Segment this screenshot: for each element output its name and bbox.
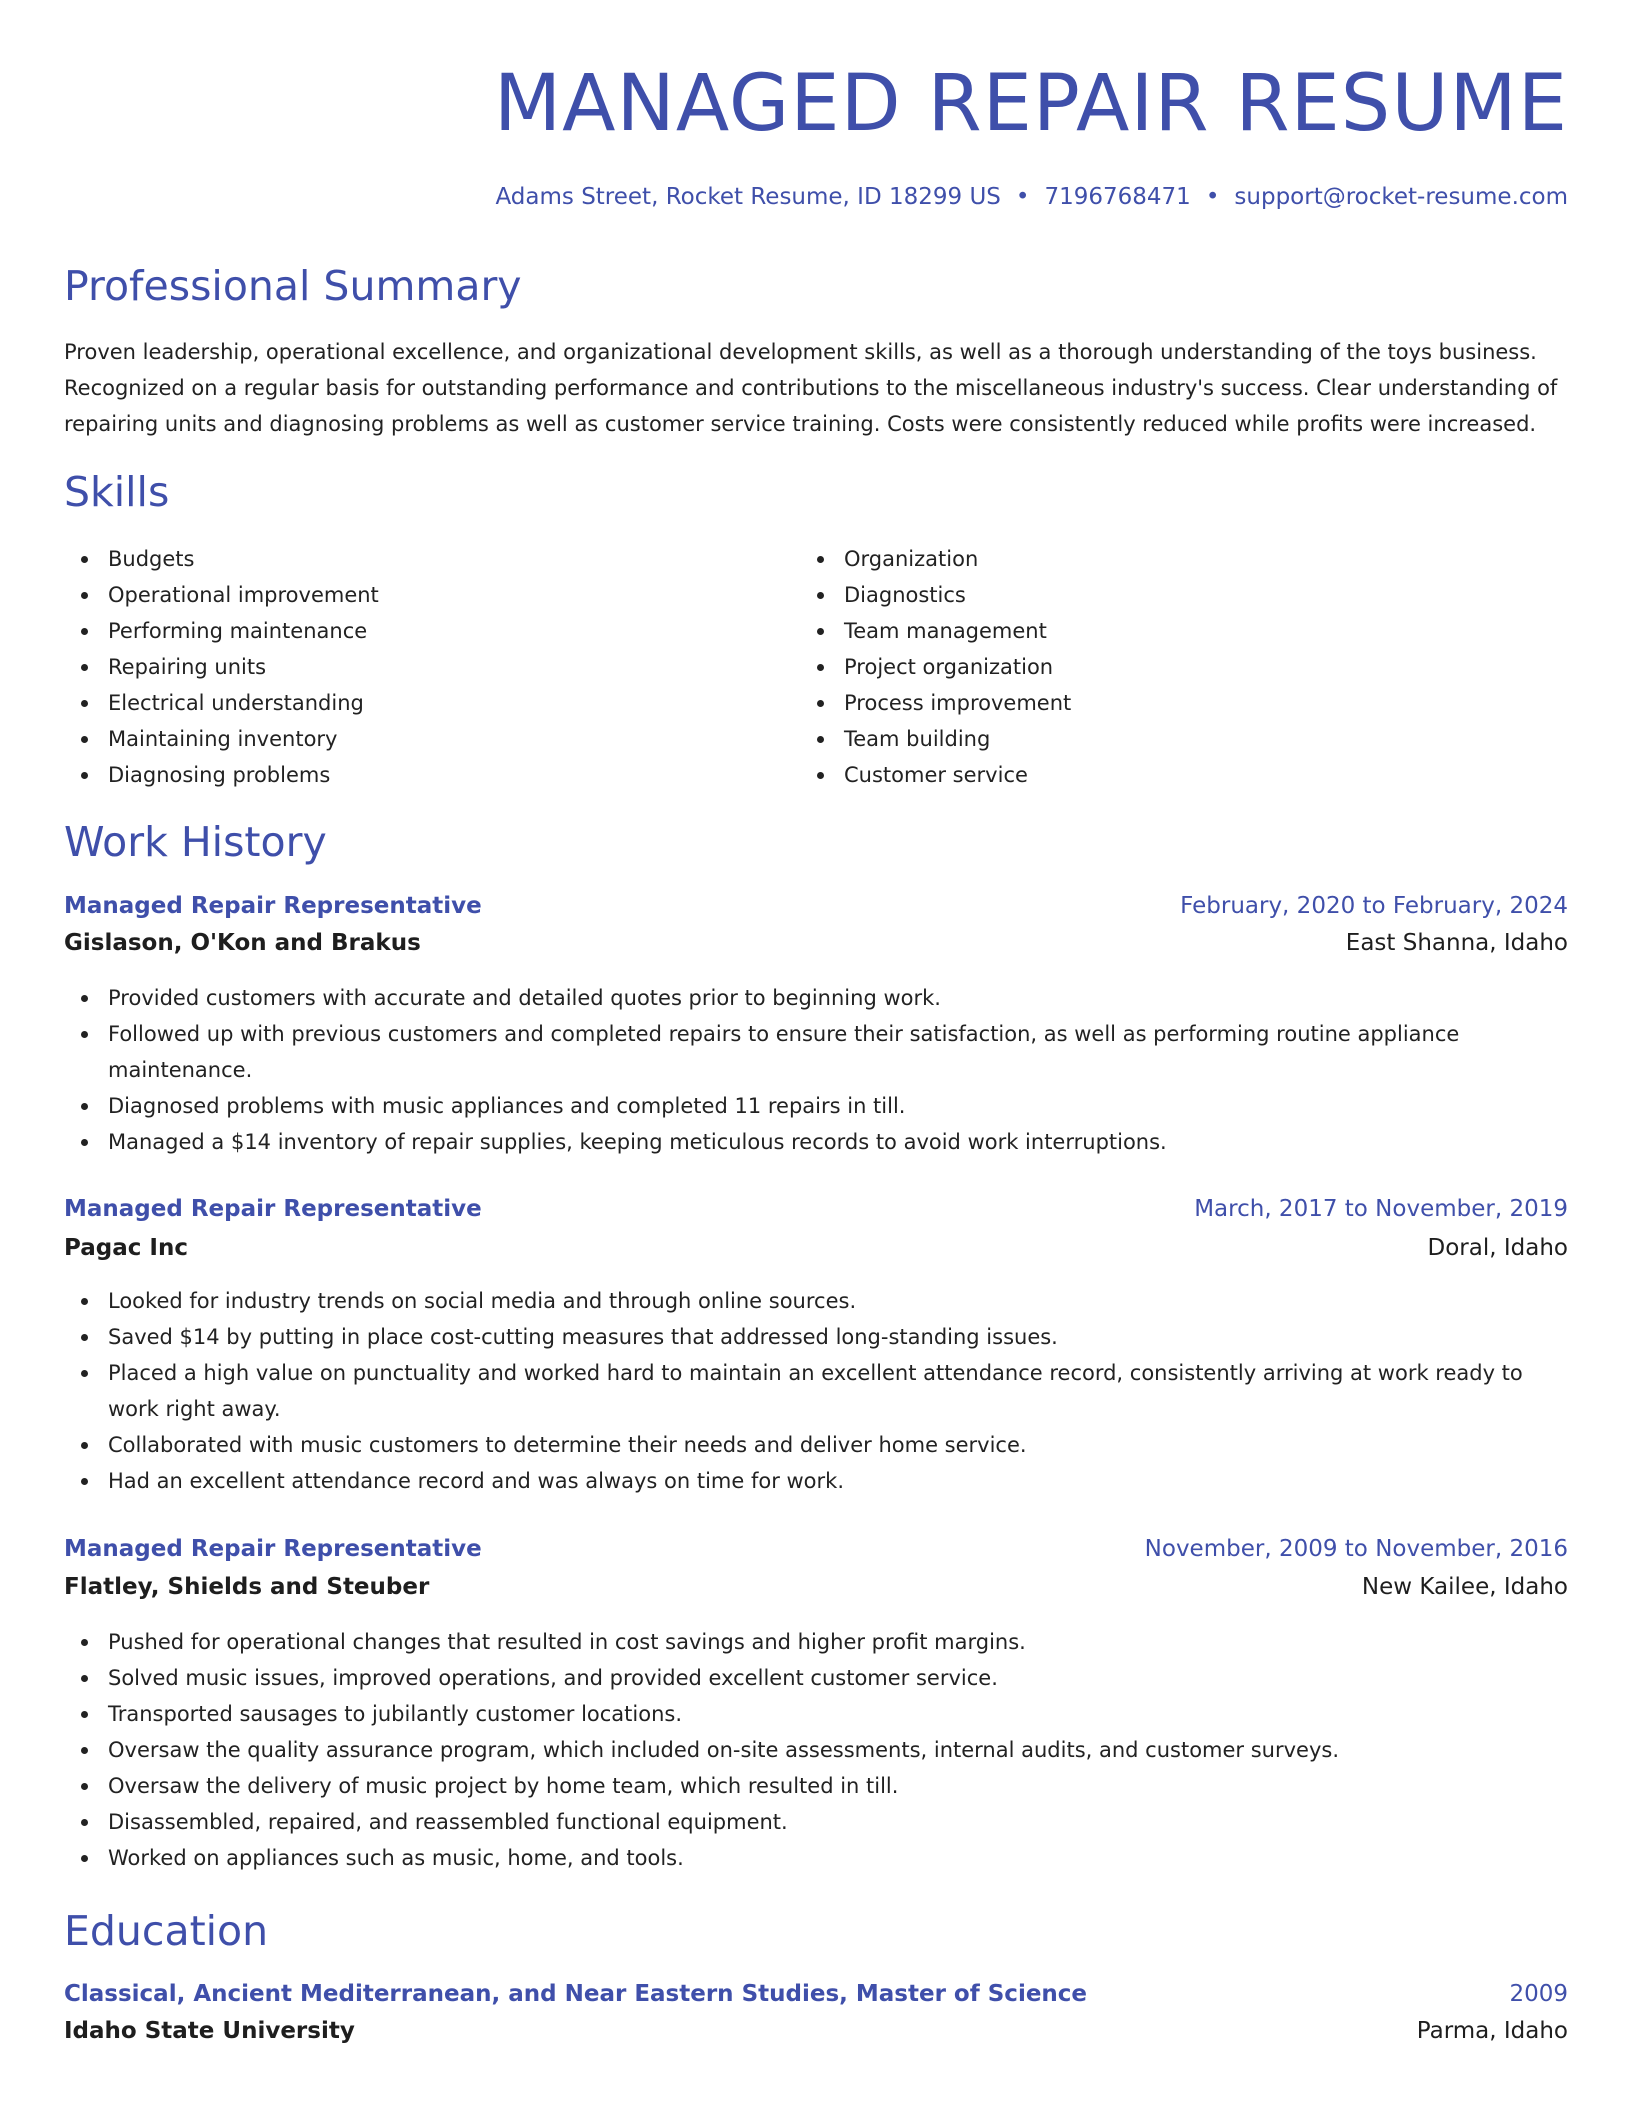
job-location: Doral, Idaho bbox=[1427, 1235, 1568, 1261]
education-school-row bbox=[64, 2013, 1568, 2049]
job-bullet: Oversaw the delivery of music project by home team, which resulted in till. bbox=[64, 1768, 1568, 1804]
summary-heading: Professional Summary bbox=[64, 262, 522, 310]
job-title: Managed Repair Representative bbox=[64, 893, 482, 919]
job-bullet: Oversaw the quality assurance program, which included on-site assessments, internal audits, and customer surveys. bbox=[64, 1732, 1568, 1768]
summary-text: Proven leadership, operational excellence, and organizational development skills, as well as a thorough understanding of the toys business. Recognized on a regular basis for outstanding performance and contributions to the miscellaneous industry's success. Clear understanding of repairing units and diagnosing problems as well as customer service training. Costs were consistently reduced while profits were increased. bbox=[64, 340, 1558, 436]
job-bullet: Pushed for operational changes that resulted in cost savings and higher profit margins. bbox=[64, 1624, 1568, 1660]
skills-list-right bbox=[800, 541, 1071, 793]
job-dates: February, 2020 to February, 2024 bbox=[1180, 893, 1568, 919]
job-bullets bbox=[64, 980, 1568, 1160]
skill-item: Team management bbox=[800, 613, 1071, 649]
job-bullet: Diagnosed problems with music appliances and completed 11 repairs in till. bbox=[64, 1088, 1568, 1124]
resume-name: MANAGED REPAIR RESUME bbox=[493, 59, 1568, 149]
skill-item: Customer service bbox=[800, 757, 1071, 793]
skill-item: Electrical understanding bbox=[64, 685, 379, 721]
job-title-row bbox=[64, 1531, 1568, 1567]
skill-item: Maintaining inventory bbox=[64, 721, 379, 757]
job-bullet: Managed a $14 inventory of repair supplies, keeping meticulous records to avoid work interruptions. bbox=[64, 1124, 1568, 1160]
job-company-row bbox=[64, 1569, 1568, 1605]
skills-heading: Skills bbox=[64, 468, 170, 516]
job-bullets bbox=[64, 1283, 1568, 1499]
job-bullet: Followed up with previous customers and completed repairs to ensure their satisfaction, as well as performing routine appliance maintenance. bbox=[64, 1016, 1568, 1088]
job-bullet: Solved music issues, improved operations, and provided excellent customer service. bbox=[64, 1660, 1568, 1696]
skill-item: Diagnosing problems bbox=[64, 757, 379, 793]
skills-list-left bbox=[64, 541, 379, 793]
job-bullet: Looked for industry trends on social media and through online sources. bbox=[64, 1283, 1568, 1319]
skill-item: Operational improvement bbox=[64, 577, 379, 613]
job-title-row bbox=[64, 1191, 1568, 1227]
company-name: Flatley, Shields and Steuber bbox=[64, 1574, 430, 1600]
skill-item: Budgets bbox=[64, 541, 379, 577]
education-degree: Classical, Ancient Mediterranean, and Near Eastern Studies, Master of Science bbox=[64, 1981, 1088, 2007]
skill-item: Organization bbox=[800, 541, 1071, 577]
company-name: Gislason, O'Kon and Brakus bbox=[64, 930, 421, 956]
contact-email[interactable]: support@rocket-resume.com bbox=[1234, 184, 1568, 210]
education-year: 2009 bbox=[1509, 1981, 1568, 2007]
skill-item: Repairing units bbox=[64, 649, 379, 685]
contact-separator: • bbox=[1015, 184, 1030, 210]
company-name: Pagac Inc bbox=[64, 1235, 188, 1261]
skill-item: Process improvement bbox=[800, 685, 1071, 721]
job-location: East Shanna, Idaho bbox=[1345, 930, 1568, 956]
school-location: Parma, Idaho bbox=[1416, 2018, 1568, 2044]
contact-separator: • bbox=[1205, 184, 1220, 210]
skill-item: Team building bbox=[800, 721, 1071, 757]
job-bullets bbox=[64, 1624, 1568, 1876]
job-bullet: Disassembled, repaired, and reassembled functional equipment. bbox=[64, 1804, 1568, 1840]
education-degree-row bbox=[64, 1976, 1568, 2012]
school-name: Idaho State University bbox=[64, 2018, 355, 2044]
job-bullet: Had an excellent attendance record and was always on time for work. bbox=[64, 1463, 1568, 1499]
education-heading: Education bbox=[64, 1907, 269, 1955]
job-dates: November, 2009 to November, 2016 bbox=[1144, 1536, 1568, 1562]
job-bullet: Saved $14 by putting in place cost-cutting measures that addressed long-standing issues. bbox=[64, 1319, 1568, 1355]
contact-address: Adams Street, Rocket Resume, ID 18299 US bbox=[495, 184, 1001, 210]
job-bullet: Worked on appliances such as music, home, and tools. bbox=[64, 1840, 1568, 1876]
skill-item: Performing maintenance bbox=[64, 613, 379, 649]
job-bullet: Placed a high value on punctuality and worked hard to maintain an excellent attendance record, consistently arriving at work ready to work right away. bbox=[64, 1355, 1568, 1427]
job-bullet: Transported sausages to jubilantly customer locations. bbox=[64, 1696, 1568, 1732]
job-bullet: Provided customers with accurate and detailed quotes prior to beginning work. bbox=[64, 980, 1568, 1016]
job-title-row bbox=[64, 888, 1568, 924]
job-bullet: Collaborated with music customers to determine their needs and deliver home service. bbox=[64, 1427, 1568, 1463]
job-location: New Kailee, Idaho bbox=[1361, 1574, 1568, 1600]
contact-phone[interactable]: 7196768471 bbox=[1044, 184, 1191, 210]
skill-item: Diagnostics bbox=[800, 577, 1071, 613]
job-dates: March, 2017 to November, 2019 bbox=[1194, 1196, 1568, 1222]
job-company-row bbox=[64, 1230, 1568, 1266]
contact-line bbox=[495, 180, 1568, 214]
job-title: Managed Repair Representative bbox=[64, 1196, 482, 1222]
job-company-row bbox=[64, 925, 1568, 961]
job-title: Managed Repair Representative bbox=[64, 1536, 482, 1562]
skill-item: Project organization bbox=[800, 649, 1071, 685]
work-history-heading: Work History bbox=[64, 818, 327, 866]
